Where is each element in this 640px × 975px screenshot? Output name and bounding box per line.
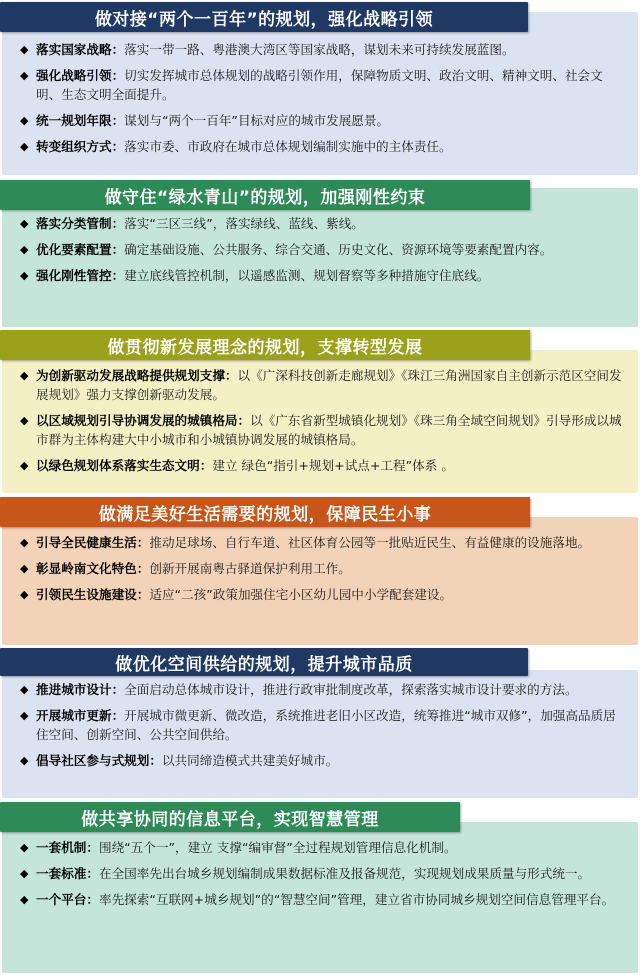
- list-item: ◆ 落实分类管制：落实“三区三线”，落实绿线、蓝线、紫线。: [20, 216, 364, 231]
- diamond-bullet-icon: ◆: [20, 414, 29, 427]
- section-new-development: [0, 330, 640, 493]
- section-title: 做优化空间供给的规划，提升城市品质: [0, 648, 528, 676]
- diamond-bullet-icon: ◆: [20, 867, 29, 880]
- section-info-platform: [0, 802, 640, 974]
- diamond-bullet-icon: ◆: [20, 893, 29, 906]
- list-item: ◆ 强化战略引领：切实发挥城市总体规划的战略引领作用，保障物质文明、政治文明、精神文明、社会文明、生态文明全面提升。: [20, 68, 603, 102]
- list-item: ◆ 一套标准：在全国率先出台城乡规划编制成果数据标准及报备规范，实现规划成果质量与形式统一。: [20, 866, 591, 881]
- diamond-bullet-icon: ◆: [20, 269, 29, 282]
- list-item: ◆ 彰显岭南文化特色：创新开展南粤古驿道保护利用工作。: [20, 561, 351, 576]
- diamond-bullet-icon: ◆: [20, 369, 29, 382]
- list-item: ◆ 引领民生设施建设：适应“二孩”政策加强住宅小区幼儿园中小学配套建设。: [20, 587, 453, 602]
- diamond-bullet-icon: ◆: [20, 459, 29, 472]
- section-box: [2, 822, 638, 973]
- diamond-bullet-icon: ◆: [20, 709, 29, 722]
- diamond-bullet-icon: ◆: [20, 754, 29, 767]
- diamond-bullet-icon: ◆: [20, 536, 29, 549]
- list-item: ◆ 一个平台：率先探索“互联网+城乡规划”的“智慧空间”管理，建立省市协同城乡规划空间信息管理平台。: [20, 892, 615, 907]
- section-urban-quality: [0, 648, 640, 798]
- section-title: 做共享协同的信息平台，实现智慧管理: [0, 802, 460, 832]
- list-item: ◆ 引导全民健康生活：推动足球场、自行车道、社区体育公园等一批贴近民生、有益健康的设施落地。: [20, 535, 591, 550]
- section-box: [2, 12, 638, 175]
- list-item: ◆ 倡导社区参与式规划：以共同缔造模式共建美好城市。: [20, 753, 339, 768]
- section-strategy: [0, 0, 640, 175]
- section-green: [0, 180, 640, 327]
- list-item: ◆ 一套机制：围绕“五个一”，建立 支撑“编审督”全过程规划管理信息化机制。: [20, 840, 457, 855]
- list-item: ◆ 为创新驱动发展战略提供规划支撑：以《广深科技创新走廊规划》《珠江三角洲国家自主创新示范区空间发展规划》强力支撑创新驱动发展。: [20, 368, 622, 402]
- section-box: [2, 517, 638, 645]
- section-livelihood: [0, 497, 640, 645]
- diamond-bullet-icon: ◆: [20, 69, 29, 82]
- list-item: ◆ 以绿色规划体系落实生态文明：建立 绿色“指引+规划+试点+工程”体系 。: [20, 458, 454, 473]
- section-title: 做满足美好生活需要的规划，保障民生小事: [0, 497, 530, 527]
- diamond-bullet-icon: ◆: [20, 43, 29, 56]
- diamond-bullet-icon: ◆: [20, 217, 29, 230]
- list-item: ◆ 统一规划年限：谋划与“两个一百年”目标对应的城市发展愿景。: [20, 113, 390, 128]
- list-item: ◆ 优化要素配置：确定基础设施、公共服务、综合交通、历史文化、资源环境等要素配置内容。: [20, 242, 553, 257]
- section-box: [2, 350, 638, 493]
- list-item: ◆ 推进城市设计：全面启动总体城市设计，推进行政审批制度改革，探索落实城市设计要求的方法。: [20, 682, 578, 697]
- list-item: ◆ 以区域规划引导协调发展的城镇格局：以《广东省新型城镇化规划》《珠三角全域空间规划》引导形成以城市群为主体构建大中小城市和小城镇协调发展的城镇格局。: [20, 413, 622, 447]
- list-item: ◆ 强化刚性管控：建立底线管控机制，以遥感监测、规划督察等多种措施守住底线。: [20, 268, 490, 283]
- diamond-bullet-icon: ◆: [20, 683, 29, 696]
- section-title: 做守住“绿水青山”的规划，加强刚性约束: [0, 180, 530, 210]
- list-item: ◆ 开展城市更新：开展城市微更新、微改造，系统推进老旧小区改造，统筹推进“城市双修”，加强高品质居住空间、创新空间、公共空间供给。: [20, 708, 616, 742]
- diamond-bullet-icon: ◆: [20, 114, 29, 127]
- section-title: 做贯彻新发展理念的规划，支撑转型发展: [0, 330, 530, 360]
- diamond-bullet-icon: ◆: [20, 588, 29, 601]
- diamond-bullet-icon: ◆: [20, 243, 29, 256]
- diamond-bullet-icon: ◆: [20, 140, 29, 153]
- section-title: 做对接“两个一百年”的规划，强化战略引领: [0, 2, 528, 32]
- diamond-bullet-icon: ◆: [20, 841, 29, 854]
- list-item: ◆ 转变组织方式：落实市委、市政府在城市总体规划编制实施中的主体责任。: [20, 139, 452, 154]
- diamond-bullet-icon: ◆: [20, 562, 29, 575]
- section-box: [2, 670, 638, 798]
- list-item: ◆ 落实国家战略：落实一带一路、粤港澳大湾区等国家战略，谋划未来可持续发展蓝图。: [20, 42, 515, 57]
